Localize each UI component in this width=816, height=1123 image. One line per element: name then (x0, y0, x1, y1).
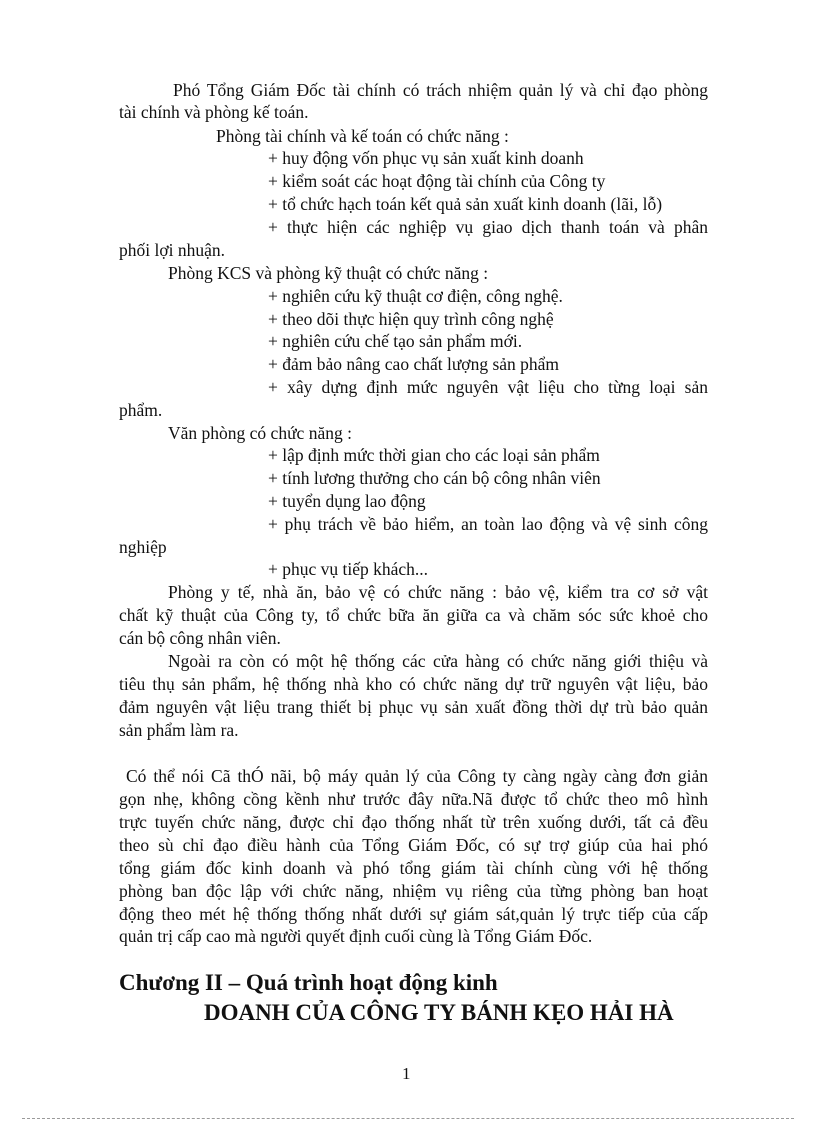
text-line: + xây dựng định mức nguyên vật liệu cho từng loại sản (268, 377, 708, 397)
text-line: quản trị cấp cao mà người quyết định cuối cùng là Tổng Giám Đốc. (119, 926, 593, 946)
text-line: + nghiên cứu kỹ thuật cơ điện, công nghệ. (268, 286, 563, 306)
text-line: trực tuyến chức năng, được chỉ đạo thống nhất từ trên xuống dưới, tất cả đều (119, 812, 708, 832)
text-line: sản phẩm làm ra. (119, 720, 239, 740)
text-line: + phụ trách về bảo hiểm, an toàn lao động và vệ sinh công (268, 514, 708, 534)
text-line: + thực hiện các nghiệp vụ giao dịch thanh toán và phân (268, 217, 708, 237)
text-line: động theo mét hệ thống thống nhất dưới sự giám sát,quản lý trực tiếp của cấp (119, 904, 708, 924)
page-bottom-divider (22, 1118, 794, 1119)
text-line: tài chính và phòng kế toán. (119, 102, 309, 122)
text-line: + theo dõi thực hiện quy trình công nghệ (268, 309, 554, 329)
text-line: Phòng y tế, nhà ăn, bảo vệ có chức năng : bảo vệ, kiểm tra cơ sở vật (168, 582, 708, 602)
text-line: + lập định mức thời gian cho các loại sản phẩm (268, 445, 600, 465)
text-line: nghiệp (119, 537, 167, 557)
text-line: Phó Tổng Giám Đốc tài chính có trách nhiệm quản lý và chỉ đạo phòng (173, 80, 708, 100)
text-line: chất kỹ thuật của Công ty, tổ chức bữa ăn giữa ca và chăm sóc sức khoẻ cho (119, 605, 708, 625)
text-line: + huy động vốn phục vụ sản xuất kinh doanh (268, 148, 584, 168)
text-line: + tuyển dụng lao động (268, 491, 426, 511)
text-line: Có thể nói Cã thÓ nãi, bộ máy quản lý của Công ty càng ngày càng đơn giản (126, 766, 708, 786)
text-line: + kiểm soát các hoạt động tài chính của Công ty (268, 171, 606, 191)
text-line: Phòng KCS và phòng kỹ thuật có chức năng : (168, 263, 489, 283)
text-line: đảm nguyên vật liệu trang thiết bị phục vụ sản xuất đồng thời dự trù bảo quản (119, 697, 708, 717)
text-line: cán bộ công nhân viên. (119, 628, 281, 648)
text-line: Ngoài ra còn có một hệ thống các cửa hàng có chức năng giới thiệu và (168, 651, 708, 671)
text-line: + đảm bảo nâng cao chất lượng sản phẩm (268, 354, 560, 374)
text-line: + nghiên cứu chế tạo sản phẩm mới. (268, 331, 523, 351)
text-line: Phòng tài chính và kế toán có chức năng : (216, 126, 509, 146)
chapter-heading-line-2: DOANH CỦA CÔNG TY BÁNH KẸO HẢI HÀ (204, 1000, 674, 1025)
text-line: theo sù chỉ đạo điều hành của Tổng Giám Đốc, có sự trợ giúp của hai phó (119, 835, 708, 855)
text-line: phẩm. (119, 400, 163, 420)
text-line: tiêu thụ sản phẩm, hệ thống nhà kho có chức năng dự trữ nguyên vật liệu, bảo (119, 674, 708, 694)
text-line: Văn phòng có chức năng : (168, 423, 352, 443)
text-line: + phục vụ tiếp khách... (268, 559, 429, 579)
text-line: + tổ chức hạch toán kết quả sản xuất kinh doanh (lãi, lỗ) (268, 194, 663, 214)
text-line: phối lợi nhuận. (119, 240, 225, 260)
text-line: phòng ban độc lập với chức năng, nhiệm vụ riêng của từng phòng ban hoạt (119, 881, 708, 901)
text-line: gọn nhẹ, không cồng kềnh như trước đây nữa.Nã được tổ chức theo mô hình (119, 789, 708, 809)
text-line: tổng giám đốc kinh doanh và phó tổng giám tài chính cùng với hệ thống (119, 858, 708, 878)
page-number: 1 (402, 1064, 411, 1083)
chapter-heading-line-1: Chương II – Quá trình hoạt động kinh (119, 970, 498, 995)
text-line: + tính lương thưởng cho cán bộ công nhân viên (268, 468, 601, 488)
